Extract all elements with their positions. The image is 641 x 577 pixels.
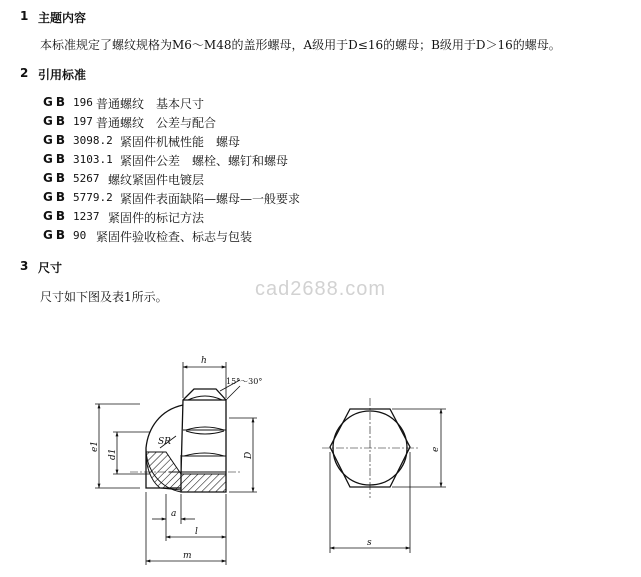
label-sr: SR <box>158 437 171 447</box>
hatched-section-bottom <box>181 474 226 492</box>
reference-number: 3103.1 <box>73 153 113 166</box>
reference-title: 紧固件的标记方法 <box>108 211 205 225</box>
dim-d1 <box>113 432 150 474</box>
reference-gb: GB <box>43 171 68 185</box>
reference-gb: GB <box>43 152 68 166</box>
reference-gb: GB <box>43 209 68 223</box>
dim-e1 <box>95 404 140 488</box>
reference-gb: GB <box>43 114 68 128</box>
section-3-number: 3 <box>20 259 29 273</box>
section-2-title: 引用标准 <box>38 68 87 82</box>
reference-title: 螺纹紧固件电镀层 <box>108 173 205 187</box>
reference-number: 5267 <box>73 172 100 185</box>
label-d1: d1 <box>108 448 118 460</box>
reference-number: 90 <box>73 229 87 242</box>
reference-gb: GB <box>43 133 68 147</box>
label-h: h <box>201 356 207 366</box>
reference-title: 普通螺纹 公差与配合 <box>96 116 217 130</box>
hatched-section-left <box>146 452 181 490</box>
reference-title: 紧固件验收检查、标志与包装 <box>96 230 253 244</box>
dimensions-paragraph: 尺寸如下图及表1所示。 <box>40 290 168 304</box>
reference-title: 紧固件公差 螺栓、螺钉和螺母 <box>120 154 289 168</box>
section-1-number: 1 <box>20 9 29 23</box>
scope-paragraph: 本标准规定了螺纹规格为M6～M48的盖形螺母，A级用于D≤16的螺母；B级用于D＞16的螺母。 <box>40 38 561 52</box>
label-angle: 15°～30° <box>226 377 263 386</box>
reference-number: 1237 <box>73 210 100 223</box>
watermark: cad2688.com <box>255 278 387 300</box>
label-e1: e1 <box>90 440 100 452</box>
reference-gb: GB <box>43 190 68 204</box>
reference-title: 普通螺纹 基本尺寸 <box>96 97 205 111</box>
label-e: e <box>431 446 441 452</box>
label-l: l <box>195 527 198 537</box>
reference-title: 紧固件表面缺陷—螺母—一般要求 <box>120 192 301 206</box>
reference-number: 5779.2 <box>73 191 113 204</box>
reference-number: 196 <box>73 96 93 109</box>
label-D: D <box>244 451 254 459</box>
reference-title: 紧固件机械性能 螺母 <box>120 135 241 149</box>
reference-number: 3098.2 <box>73 134 113 147</box>
label-a: a <box>171 509 177 519</box>
label-s: s <box>367 538 372 548</box>
reference-number: 197 <box>73 115 93 128</box>
label-m: m <box>183 551 192 561</box>
reference-gb: GB <box>43 95 68 109</box>
section-2-number: 2 <box>20 66 29 80</box>
section-1-title: 主题内容 <box>38 11 87 25</box>
reference-gb: GB <box>43 228 68 242</box>
section-3-title: 尺寸 <box>38 261 63 275</box>
